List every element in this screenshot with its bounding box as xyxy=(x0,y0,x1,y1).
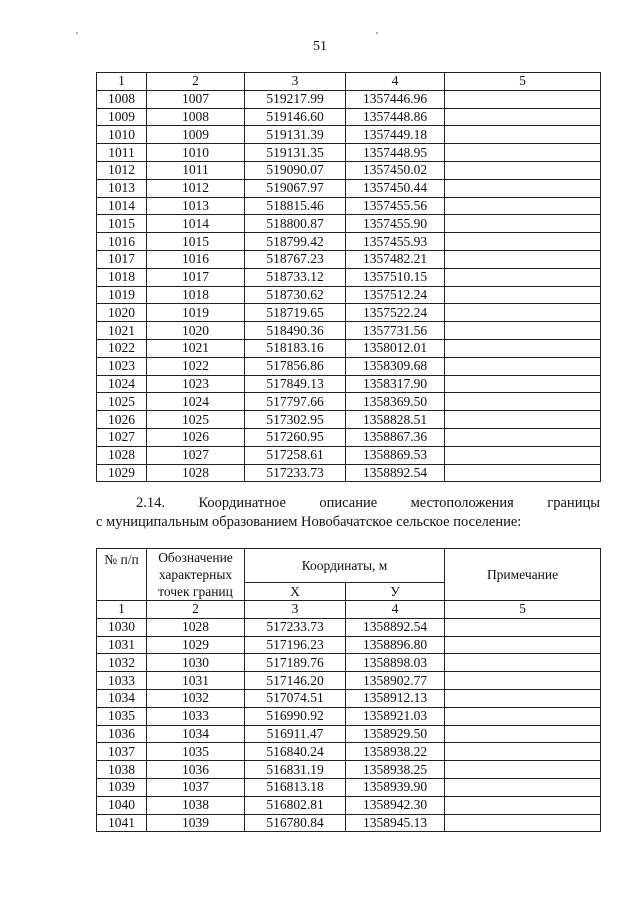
scan-mark: ' xyxy=(76,30,78,42)
table-row xyxy=(97,654,601,672)
table-cell xyxy=(445,286,601,304)
table-row xyxy=(97,618,601,636)
table-cell: 1358945.13 xyxy=(346,814,445,832)
column-number-row xyxy=(97,73,601,91)
column-number: 5 xyxy=(445,73,601,91)
table-row xyxy=(97,322,601,340)
table-row xyxy=(97,161,601,179)
table-cell: 1357450.02 xyxy=(346,161,445,179)
table-row xyxy=(97,689,601,707)
table-cell: 1038 xyxy=(97,761,147,779)
table-cell: 1358942.30 xyxy=(346,796,445,814)
table-cell: 518730.62 xyxy=(245,286,346,304)
table-row xyxy=(97,144,601,162)
table-cell: 1031 xyxy=(147,672,245,690)
table-cell: 1358892.54 xyxy=(346,618,445,636)
table-cell xyxy=(445,411,601,429)
table-cell: 1037 xyxy=(147,778,245,796)
table-cell: 1021 xyxy=(97,322,147,340)
header-points-line: точек границ xyxy=(158,584,233,599)
table-body xyxy=(97,549,601,832)
column-number: 4 xyxy=(346,73,445,91)
table-cell: 516911.47 xyxy=(245,725,346,743)
table-cell: 1358892.54 xyxy=(346,464,445,482)
table-cell: 1012 xyxy=(97,161,147,179)
table-cell: 1012 xyxy=(147,179,245,197)
table-cell: 1358939.90 xyxy=(346,778,445,796)
table-cell: 1358938.25 xyxy=(346,761,445,779)
table-row xyxy=(97,215,601,233)
table-cell: 1357731.56 xyxy=(346,322,445,340)
header-number: № п/п xyxy=(97,549,147,601)
table-cell: 1023 xyxy=(147,375,245,393)
table-row xyxy=(97,179,601,197)
table-cell: 1024 xyxy=(97,375,147,393)
table-cell: 1041 xyxy=(97,814,147,832)
table-cell: 518183.16 xyxy=(245,339,346,357)
table-cell: 1358828.51 xyxy=(346,411,445,429)
table-cell xyxy=(445,144,601,162)
table-cell: 1039 xyxy=(97,778,147,796)
table-cell: 1019 xyxy=(97,286,147,304)
table-cell xyxy=(445,357,601,375)
table-cell: 1030 xyxy=(147,654,245,672)
heading-word: границы xyxy=(547,495,600,511)
table-cell: 1015 xyxy=(147,233,245,251)
table-cell: 1026 xyxy=(97,411,147,429)
table-cell: 1020 xyxy=(147,322,245,340)
table-cell: 1024 xyxy=(147,393,245,411)
table-cell: 1017 xyxy=(97,250,147,268)
header-x: X xyxy=(245,582,346,600)
table-cell: 1358317.90 xyxy=(346,375,445,393)
table-cell xyxy=(445,672,601,690)
table-cell: 1011 xyxy=(147,161,245,179)
table-cell: 1020 xyxy=(97,304,147,322)
table-cell: 1027 xyxy=(97,428,147,446)
table-row xyxy=(97,636,601,654)
table-cell: 1008 xyxy=(147,108,245,126)
table-cell: 1357455.93 xyxy=(346,233,445,251)
table-cell: 1009 xyxy=(97,108,147,126)
table-cell: 1009 xyxy=(147,126,245,144)
table-cell xyxy=(445,126,601,144)
table-cell: 1357448.86 xyxy=(346,108,445,126)
table-cell: 518490.36 xyxy=(245,322,346,340)
table-cell: 1358938.22 xyxy=(346,743,445,761)
table-cell: 1010 xyxy=(147,144,245,162)
column-number: 4 xyxy=(346,601,445,619)
table-cell: 1028 xyxy=(147,618,245,636)
header-points-line: характерных xyxy=(158,567,233,582)
table-cell xyxy=(445,743,601,761)
table-cell: 517797.66 xyxy=(245,393,346,411)
table-row xyxy=(97,90,601,108)
column-number: 5 xyxy=(445,601,601,619)
table-cell: 519146.60 xyxy=(245,108,346,126)
table-cell: 518733.12 xyxy=(245,268,346,286)
table-cell: 1033 xyxy=(97,672,147,690)
table-cell: 516990.92 xyxy=(245,707,346,725)
table-cell: 1357512.24 xyxy=(346,286,445,304)
table-row xyxy=(97,126,601,144)
table-cell: 1034 xyxy=(97,689,147,707)
header-coordinates: Координаты, м xyxy=(245,549,445,583)
table-cell xyxy=(445,464,601,482)
table-row xyxy=(97,108,601,126)
table-cell: 1014 xyxy=(97,197,147,215)
heading-word: описание xyxy=(319,495,378,511)
header-row xyxy=(97,549,601,583)
table-row xyxy=(97,743,601,761)
table-cell: 1027 xyxy=(147,446,245,464)
coordinates-table-continued xyxy=(96,72,601,482)
table-cell: 1011 xyxy=(97,144,147,162)
table-cell: 518767.23 xyxy=(245,250,346,268)
section-heading xyxy=(96,494,600,532)
table-cell xyxy=(445,197,601,215)
table-cell xyxy=(445,725,601,743)
header-note: Примечание xyxy=(445,549,601,601)
table-cell: 1016 xyxy=(97,233,147,251)
table-cell: 1035 xyxy=(147,743,245,761)
table-cell: 518800.87 xyxy=(245,215,346,233)
table-row xyxy=(97,464,601,482)
table-cell: 1013 xyxy=(147,197,245,215)
column-number: 2 xyxy=(147,601,245,619)
table-cell: 1018 xyxy=(97,268,147,286)
table-cell: 1038 xyxy=(147,796,245,814)
table-cell xyxy=(445,689,601,707)
table-cell: 1357448.95 xyxy=(346,144,445,162)
section-heading-line-1 xyxy=(96,494,600,513)
table-cell: 1357450.44 xyxy=(346,179,445,197)
table-cell: 517233.73 xyxy=(245,464,346,482)
table-row xyxy=(97,672,601,690)
table-cell: 1357522.24 xyxy=(346,304,445,322)
table-cell: 1039 xyxy=(147,814,245,832)
table-cell: 1034 xyxy=(147,725,245,743)
table-cell: 517856.86 xyxy=(245,357,346,375)
table-cell: 517849.13 xyxy=(245,375,346,393)
table-cell xyxy=(445,814,601,832)
table-cell: 1010 xyxy=(97,126,147,144)
table-cell xyxy=(445,618,601,636)
table-row xyxy=(97,286,601,304)
table-cell: 1357455.56 xyxy=(346,197,445,215)
table-cell: 519067.97 xyxy=(245,179,346,197)
table-cell: 1358896.80 xyxy=(346,636,445,654)
table-cell: 1015 xyxy=(97,215,147,233)
table-cell xyxy=(445,393,601,411)
table-cell: 517074.51 xyxy=(245,689,346,707)
table-cell xyxy=(445,322,601,340)
column-number: 3 xyxy=(245,601,346,619)
table-cell xyxy=(445,339,601,357)
table-row xyxy=(97,778,601,796)
table-cell: 1358929.50 xyxy=(346,725,445,743)
table-cell xyxy=(445,654,601,672)
table-cell xyxy=(445,778,601,796)
table-cell: 517233.73 xyxy=(245,618,346,636)
table-cell: 1357455.90 xyxy=(346,215,445,233)
table-cell: 1032 xyxy=(147,689,245,707)
table-cell xyxy=(445,707,601,725)
table-cell: 1035 xyxy=(97,707,147,725)
column-number: 2 xyxy=(147,73,245,91)
header-y: У xyxy=(346,582,445,600)
table-cell: 1032 xyxy=(97,654,147,672)
table-cell: 1023 xyxy=(97,357,147,375)
table-cell: 1358867.36 xyxy=(346,428,445,446)
table-cell: 1036 xyxy=(147,761,245,779)
table-cell: 1016 xyxy=(147,250,245,268)
table-cell: 516831.19 xyxy=(245,761,346,779)
table-row xyxy=(97,446,601,464)
table-cell xyxy=(445,179,601,197)
table-cell: 516840.24 xyxy=(245,743,346,761)
table-cell: 1025 xyxy=(147,411,245,429)
table-cell: 1022 xyxy=(97,339,147,357)
table-cell xyxy=(445,428,601,446)
table-row xyxy=(97,411,601,429)
table-row xyxy=(97,304,601,322)
table-cell: 1357510.15 xyxy=(346,268,445,286)
coordinates-table xyxy=(96,548,601,832)
table-cell: 1025 xyxy=(97,393,147,411)
table-row xyxy=(97,233,601,251)
heading-word: местоположения xyxy=(410,495,514,511)
table-cell: 516802.81 xyxy=(245,796,346,814)
table-cell: 517196.23 xyxy=(245,636,346,654)
header-points-line: Обозначение xyxy=(158,550,233,565)
table-cell: 1037 xyxy=(97,743,147,761)
table-row xyxy=(97,339,601,357)
column-number: 1 xyxy=(97,73,147,91)
table-cell: 1029 xyxy=(147,636,245,654)
table-cell xyxy=(445,761,601,779)
table-cell xyxy=(445,636,601,654)
page-number: 51 xyxy=(313,39,327,54)
table-cell: 517258.61 xyxy=(245,446,346,464)
table-cell: 1013 xyxy=(97,179,147,197)
table-row xyxy=(97,814,601,832)
table-cell xyxy=(445,233,601,251)
table-row xyxy=(97,393,601,411)
table-cell: 1357449.18 xyxy=(346,126,445,144)
table-cell: 1031 xyxy=(97,636,147,654)
table-row xyxy=(97,268,601,286)
table-cell: 1028 xyxy=(147,464,245,482)
scan-mark: ' xyxy=(376,30,378,42)
table-cell: 1040 xyxy=(97,796,147,814)
table-row xyxy=(97,250,601,268)
table-row xyxy=(97,761,601,779)
table-cell: 1022 xyxy=(147,357,245,375)
heading-word: Координатное xyxy=(198,495,286,511)
section-heading-line-2: с муниципальным образованием Новобачатское сельское поселение: xyxy=(96,514,522,530)
table-cell: 519217.99 xyxy=(245,90,346,108)
table-cell: 1358369.50 xyxy=(346,393,445,411)
table-row xyxy=(97,725,601,743)
table-row xyxy=(97,707,601,725)
table-cell: 1033 xyxy=(147,707,245,725)
table-cell xyxy=(445,304,601,322)
table-row xyxy=(97,357,601,375)
table-cell: 519131.39 xyxy=(245,126,346,144)
table-row xyxy=(97,428,601,446)
table-cell: 517146.20 xyxy=(245,672,346,690)
table-cell: 517302.95 xyxy=(245,411,346,429)
table-cell xyxy=(445,90,601,108)
table-cell xyxy=(445,375,601,393)
table-row xyxy=(97,796,601,814)
table-cell: 1026 xyxy=(147,428,245,446)
table-cell: 1007 xyxy=(147,90,245,108)
column-number: 1 xyxy=(97,601,147,619)
table-row xyxy=(97,197,601,215)
table-cell: 1021 xyxy=(147,339,245,357)
table-cell: 1036 xyxy=(97,725,147,743)
table-cell xyxy=(445,446,601,464)
table-cell: 518815.46 xyxy=(245,197,346,215)
table-cell: 1358309.68 xyxy=(346,357,445,375)
table-cell xyxy=(445,250,601,268)
table-cell: 1357482.21 xyxy=(346,250,445,268)
table-cell: 1357446.96 xyxy=(346,90,445,108)
table-cell xyxy=(445,108,601,126)
table-cell: 516780.84 xyxy=(245,814,346,832)
column-number-row xyxy=(97,601,601,619)
table-cell: 1029 xyxy=(97,464,147,482)
header-points xyxy=(147,549,245,601)
table-cell: 1358012.01 xyxy=(346,339,445,357)
table-cell: 518719.65 xyxy=(245,304,346,322)
table-cell xyxy=(445,161,601,179)
table-cell: 1017 xyxy=(147,268,245,286)
table-cell: 1028 xyxy=(97,446,147,464)
table-cell: 1008 xyxy=(97,90,147,108)
table-cell: 1358898.03 xyxy=(346,654,445,672)
table-cell: 517189.76 xyxy=(245,654,346,672)
table-cell: 516813.18 xyxy=(245,778,346,796)
table-cell: 1014 xyxy=(147,215,245,233)
table-cell: 1358912.13 xyxy=(346,689,445,707)
table-cell: 1358869.53 xyxy=(346,446,445,464)
heading-word: 2.14. xyxy=(136,495,165,511)
table-cell: 1358902.77 xyxy=(346,672,445,690)
table-body xyxy=(97,73,601,482)
table-row xyxy=(97,375,601,393)
table-cell: 517260.95 xyxy=(245,428,346,446)
table-cell xyxy=(445,796,601,814)
table-cell xyxy=(445,215,601,233)
table-cell xyxy=(445,268,601,286)
table-cell: 518799.42 xyxy=(245,233,346,251)
table-cell: 1030 xyxy=(97,618,147,636)
table-cell: 519131.35 xyxy=(245,144,346,162)
table-cell: 1018 xyxy=(147,286,245,304)
table-cell: 1019 xyxy=(147,304,245,322)
column-number: 3 xyxy=(245,73,346,91)
table-cell: 1358921.03 xyxy=(346,707,445,725)
table-cell: 519090.07 xyxy=(245,161,346,179)
